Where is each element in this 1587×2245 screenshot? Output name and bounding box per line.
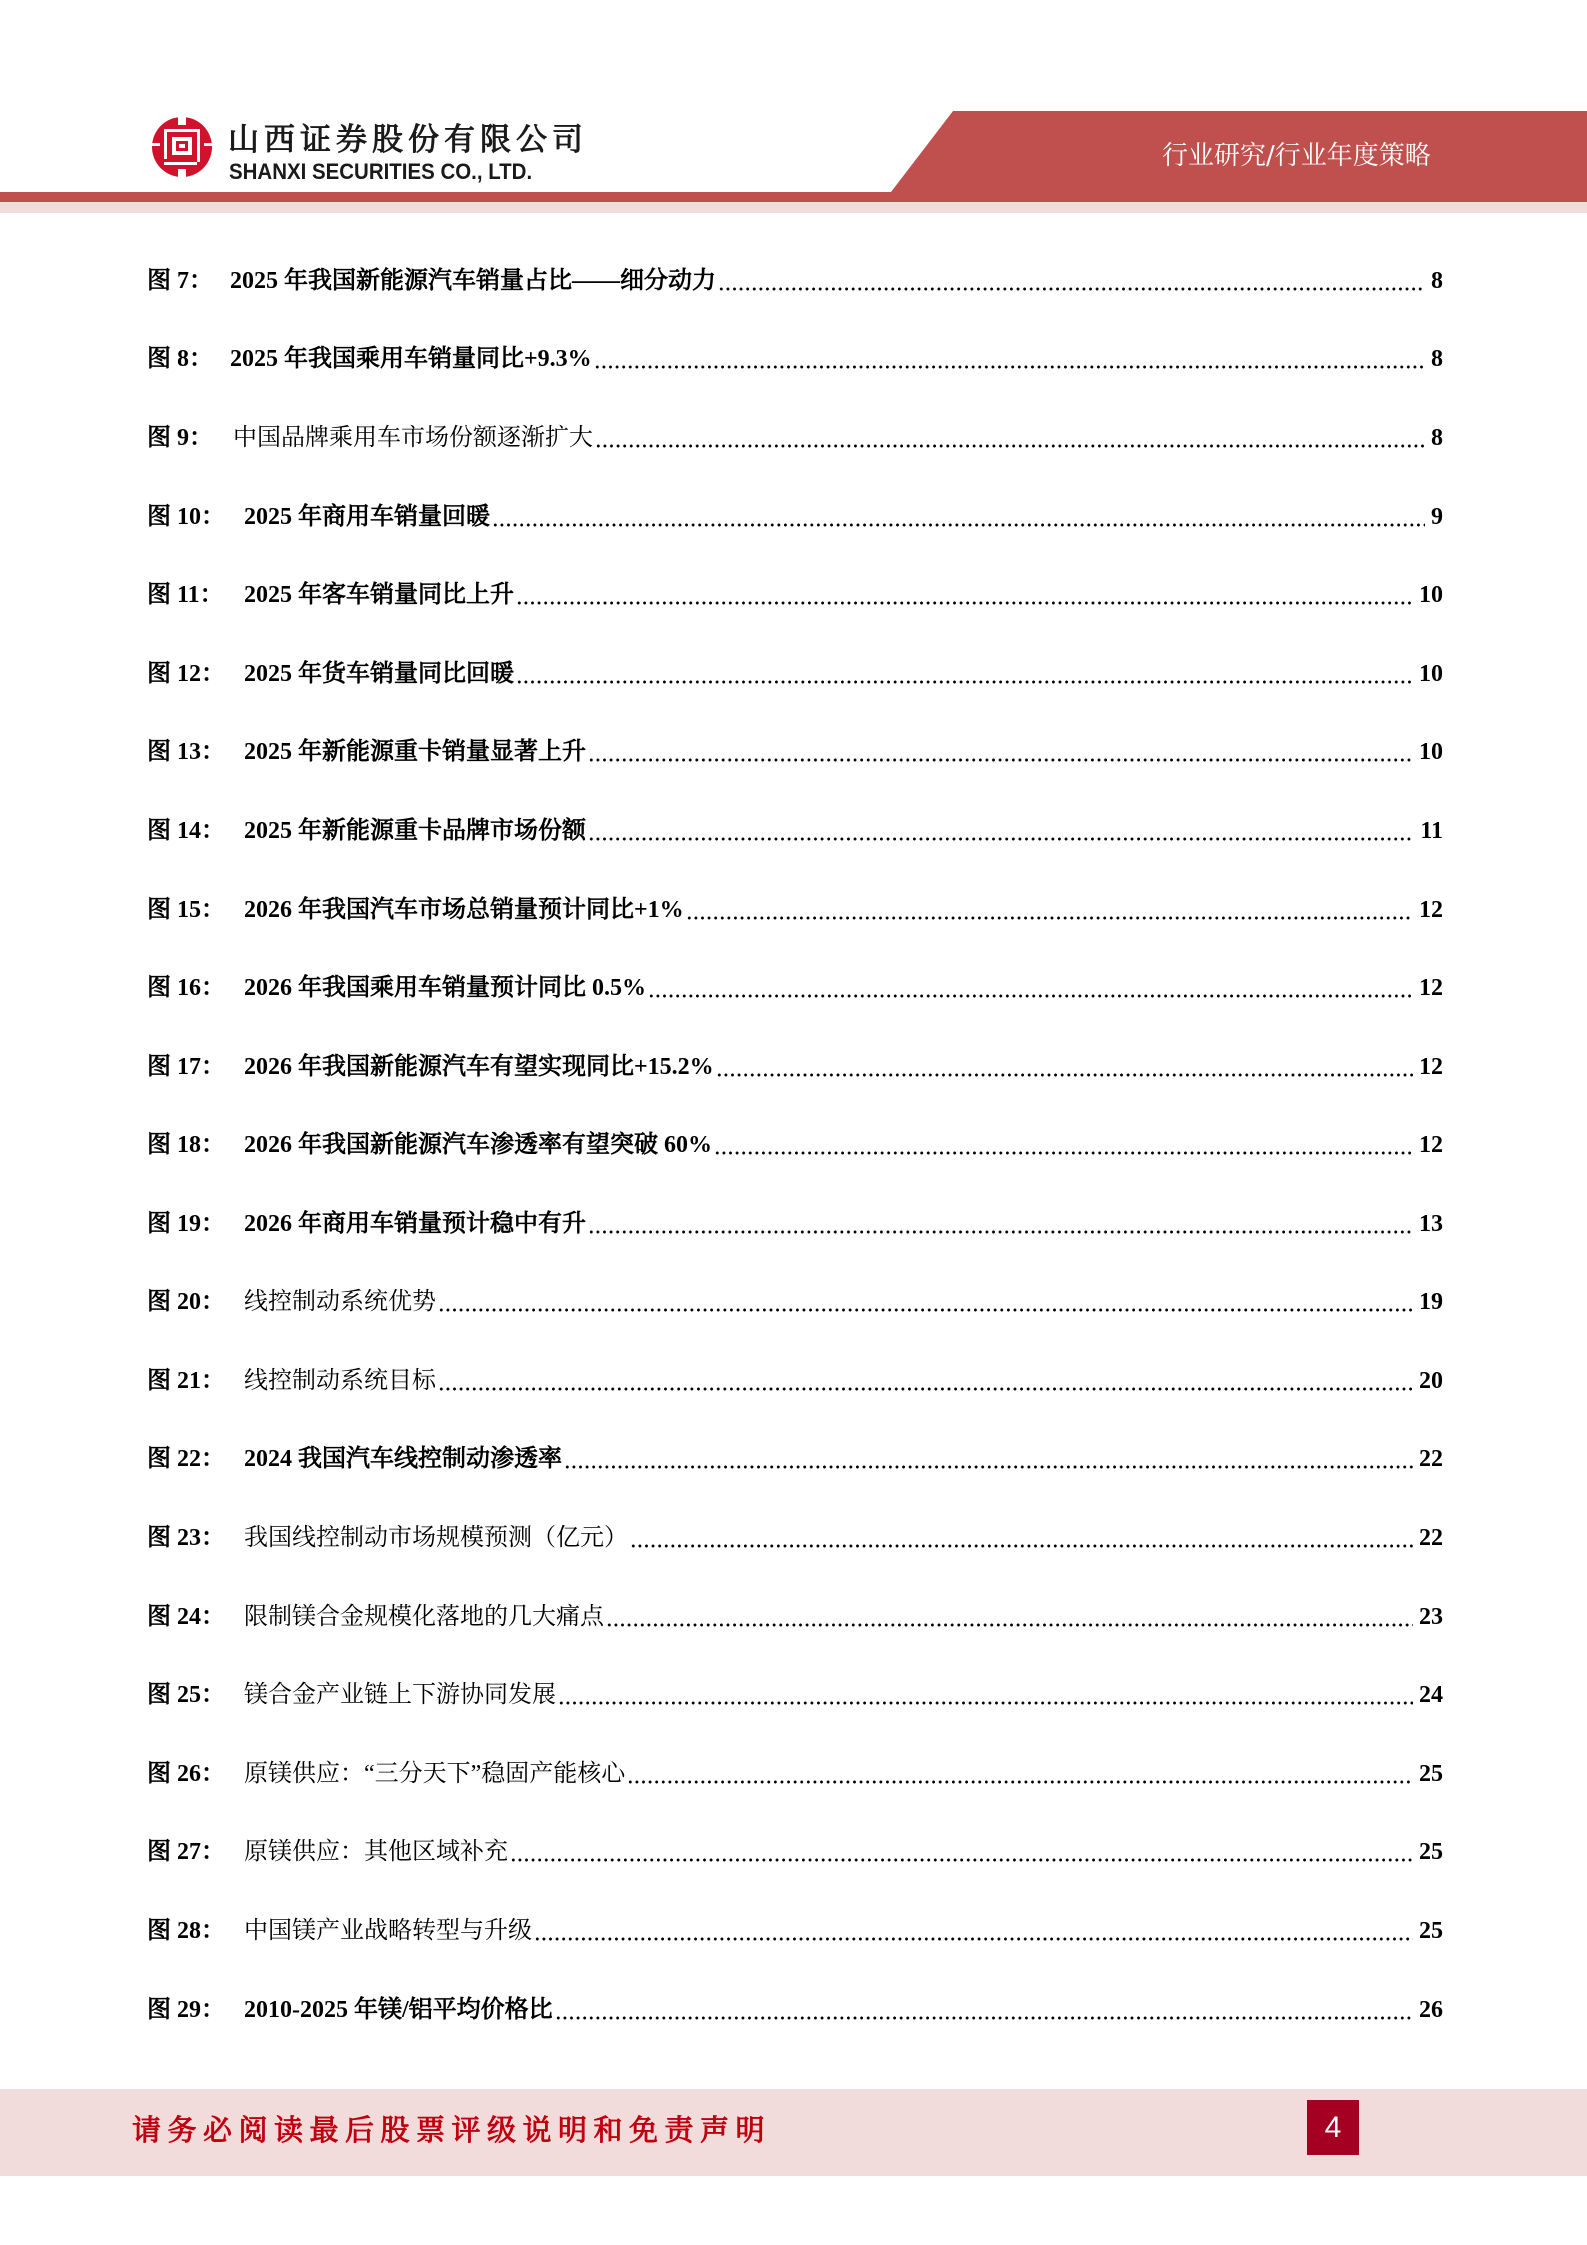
- dot-leader: [588, 837, 1414, 841]
- toc-entry[interactable]: [147, 1993, 1443, 2027]
- toc-entry[interactable]: [147, 657, 1443, 691]
- page-number: 13: [1419, 1211, 1443, 1237]
- figure-title: 中国镁产业战略转型与升级: [244, 1918, 532, 1944]
- page-number: 12: [1419, 975, 1443, 1001]
- figure-title: 2025 年新能源重卡品牌市场份额: [244, 818, 586, 844]
- report-category: 行业研究/行业年度策略: [1162, 141, 1431, 171]
- dot-leader: [516, 680, 1413, 684]
- figure-label: 图 23：: [147, 1525, 225, 1551]
- dot-leader: [627, 1780, 1413, 1784]
- toc-entry[interactable]: [147, 500, 1443, 534]
- dot-leader: [588, 1230, 1413, 1234]
- page-number: 8: [1431, 425, 1443, 451]
- dot-leader: [516, 601, 1413, 605]
- figure-title: 2026 年我国新能源汽车渗透率有望突破 60%: [244, 1132, 712, 1158]
- toc-entry[interactable]: [147, 1128, 1443, 1162]
- page-number: 25: [1419, 1839, 1443, 1865]
- figure-label: 图 26：: [147, 1761, 225, 1787]
- page-number: 11: [1420, 818, 1443, 844]
- toc-entry[interactable]: [147, 1914, 1443, 1948]
- figure-label: 图 19：: [147, 1211, 225, 1237]
- dot-leader: [510, 1858, 1413, 1862]
- toc-entry[interactable]: [147, 1521, 1443, 1555]
- figure-label: 图 11：: [147, 582, 224, 608]
- dot-leader: [438, 1308, 1413, 1312]
- toc-entry[interactable]: [147, 1285, 1443, 1319]
- toc-entry[interactable]: [147, 1757, 1443, 1791]
- toc-entry[interactable]: [147, 735, 1443, 769]
- dot-leader: [648, 994, 1413, 998]
- page-number: 12: [1419, 1132, 1443, 1158]
- dot-leader: [594, 365, 1425, 369]
- page-number: 26: [1419, 1997, 1443, 2023]
- toc-entry[interactable]: [147, 1678, 1443, 1712]
- figure-title: 原镁供应：其他区域补充: [244, 1839, 508, 1865]
- company-name-cn: 山西证券股份有限公司: [228, 122, 588, 158]
- dot-leader: [588, 758, 1413, 762]
- page-number: 8: [1431, 268, 1443, 294]
- figure-label: 图 17：: [147, 1054, 225, 1080]
- toc-entry[interactable]: [147, 1600, 1443, 1634]
- company-name-en: SHANXI SECURITIES CO., LTD.: [229, 159, 533, 184]
- dot-leader: [606, 1623, 1413, 1627]
- figure-title: 原镁供应：“三分天下”稳固产能核心: [244, 1761, 626, 1787]
- toc-entry[interactable]: [147, 1207, 1443, 1241]
- page-number: 23: [1419, 1604, 1443, 1630]
- figure-title: 2025 年我国新能源汽车销量占比——细分动力: [230, 268, 716, 294]
- toc-entry[interactable]: [147, 1050, 1443, 1084]
- dot-leader: [564, 1465, 1413, 1469]
- dot-leader: [714, 1151, 1413, 1155]
- toc-entry[interactable]: [147, 264, 1443, 298]
- disclaimer-notice: 请务必阅读最后股票评级说明和免责声明: [132, 2113, 772, 2147]
- toc-entry[interactable]: [147, 342, 1443, 376]
- page-number: 10: [1419, 739, 1443, 765]
- toc-entry[interactable]: [147, 1442, 1443, 1476]
- page-number: 19: [1419, 1289, 1443, 1315]
- dot-leader: [492, 523, 1425, 527]
- page-number: 24: [1419, 1682, 1443, 1708]
- page-number: 22: [1419, 1446, 1443, 1472]
- figure-title: 2025 年商用车销量回暖: [244, 504, 490, 530]
- figure-label: 图 18：: [147, 1132, 225, 1158]
- figure-label: 图 20：: [147, 1289, 225, 1315]
- figure-title: 2025 年新能源重卡销量显著上升: [244, 739, 586, 765]
- figure-label: 图 27：: [147, 1839, 225, 1865]
- figure-label: 图 25：: [147, 1682, 225, 1708]
- figure-label: 图 7：: [147, 268, 213, 294]
- figure-title: 线控制动系统优势: [244, 1289, 436, 1315]
- toc-entry[interactable]: [147, 971, 1443, 1005]
- dot-leader: [534, 1937, 1413, 1941]
- figure-label: 图 12：: [147, 661, 225, 687]
- figure-label: 图 14：: [147, 818, 225, 844]
- page-header: [0, 0, 1587, 215]
- page-number: 25: [1419, 1918, 1443, 1944]
- dot-leader: [555, 2016, 1413, 2020]
- figure-label: 图 8：: [147, 346, 213, 372]
- page-number: 22: [1419, 1525, 1443, 1551]
- figure-title: 2010-2025 年镁/铝平均价格比: [244, 1997, 553, 2023]
- page-number: 10: [1419, 582, 1443, 608]
- figure-title: 2026 年我国汽车市场总销量预计同比+1%: [244, 897, 684, 923]
- figure-title: 限制镁合金规模化落地的几大痛点: [244, 1604, 604, 1630]
- page-number: 8: [1431, 346, 1443, 372]
- dot-leader: [686, 916, 1413, 920]
- figure-label: 图 13：: [147, 739, 225, 765]
- page-number: 12: [1419, 1054, 1443, 1080]
- page-number: 20: [1419, 1368, 1443, 1394]
- figure-title: 2025 年客车销量同比上升: [244, 582, 514, 608]
- toc-entry[interactable]: [147, 893, 1443, 927]
- figure-label: 图 22：: [147, 1446, 225, 1472]
- dot-leader: [595, 444, 1425, 448]
- figure-title: 2026 年商用车销量预计稳中有升: [244, 1211, 586, 1237]
- dot-leader: [630, 1544, 1413, 1548]
- figure-label: 图 9：: [147, 425, 213, 451]
- dot-leader: [558, 1701, 1413, 1705]
- page-number: 9: [1431, 504, 1443, 530]
- page-number: 25: [1419, 1761, 1443, 1787]
- dot-leader: [716, 1073, 1413, 1077]
- page-number: 12: [1419, 897, 1443, 923]
- figure-title: 2026 年我国乘用车销量预计同比 0.5%: [244, 975, 646, 1001]
- company-logo-icon: [150, 115, 214, 179]
- figure-title: 2025 年货车销量同比回暖: [244, 661, 514, 687]
- toc-entry[interactable]: [147, 421, 1443, 455]
- figure-label: 图 24：: [147, 1604, 225, 1630]
- figure-label: 图 15：: [147, 897, 225, 923]
- page-number: 10: [1419, 661, 1443, 687]
- figure-label: 图 10：: [147, 504, 225, 530]
- toc-entry[interactable]: [147, 578, 1443, 612]
- figure-title: 线控制动系统目标: [244, 1368, 436, 1394]
- toc-entry[interactable]: [147, 814, 1443, 848]
- figure-title: 镁合金产业链上下游协同发展: [244, 1682, 556, 1708]
- toc-entry[interactable]: [147, 1364, 1443, 1398]
- figure-title: 中国品牌乘用车市场份额逐渐扩大: [233, 425, 593, 451]
- dot-leader: [718, 287, 1425, 291]
- figure-title: 2025 年我国乘用车销量同比+9.3%: [230, 346, 592, 372]
- dot-leader: [438, 1387, 1413, 1391]
- page-number-badge: 4: [1307, 2100, 1359, 2155]
- figure-label: 图 21：: [147, 1368, 225, 1394]
- figure-title: 2024 我国汽车线控制动渗透率: [244, 1446, 562, 1472]
- toc-entry[interactable]: [147, 1835, 1443, 1869]
- figure-label: 图 28：: [147, 1918, 225, 1944]
- figure-label: 图 29：: [147, 1997, 225, 2023]
- figure-title: 我国线控制动市场规模预测（亿元）: [244, 1525, 628, 1551]
- figure-label: 图 16：: [147, 975, 225, 1001]
- figure-title: 2026 年我国新能源汽车有望实现同比+15.2%: [244, 1054, 714, 1080]
